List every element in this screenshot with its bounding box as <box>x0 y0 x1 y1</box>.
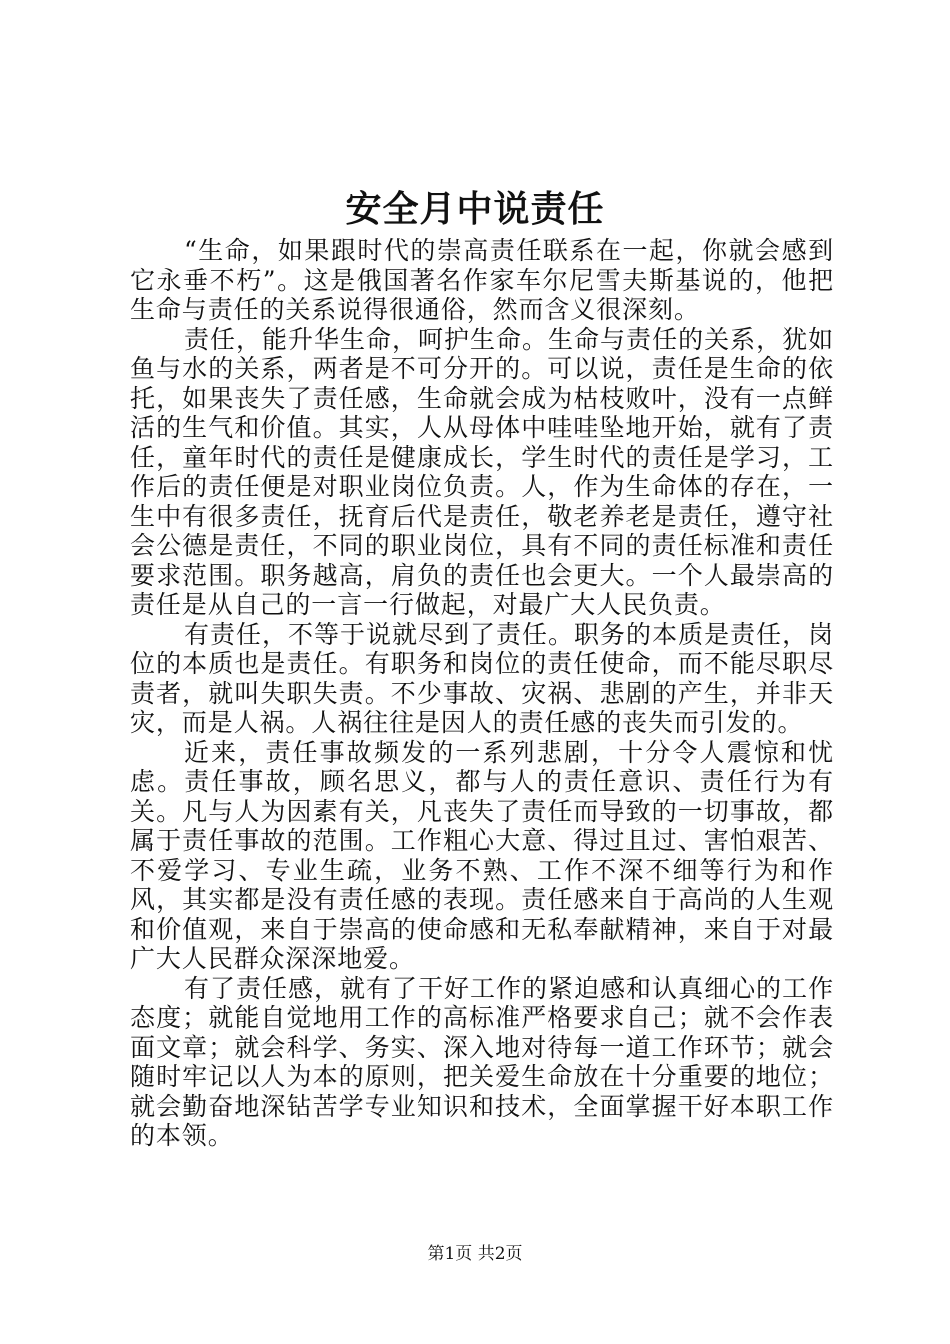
document-body <box>130 236 834 1151</box>
paragraph: 有了责任感，就有了干好工作的紧迫感和认真细心的工作态度；就能自觉地用工作的高标准严格要求自己；就不会作表面文章；就会科学、务实、深入地对待每一道工作环节；就会随时牢记以人为本的原则，把关爱生命放在十分重要的地位；就会勤奋地深钻苦学专业知识和技术，全面掌握干好本职工作的本领。 <box>130 973 834 1150</box>
paragraph: “生命，如果跟时代的崇高责任联系在一起，你就会感到它永垂不朽”。这是俄国著名作家车尔尼雪夫斯基说的，他把生命与责任的关系说得很通俗，然而含义很深刻。 <box>130 236 834 324</box>
document-title: 安全月中说责任 <box>345 188 605 230</box>
paragraph: 责任，能升华生命，呵护生命。生命与责任的关系，犹如鱼与水的关系，两者是不可分开的。可以说，责任是生命的依托，如果丧失了责任感，生命就会成为枯枝败叶，没有一点鲜活的生气和价值。其实，人从母体中哇哇坠地开始，就有了责任，童年时代的责任是健康成长，学生时代的责任是学习，工作后的责任便是对职业岗位负责。人，作为生命体的存在，一生中有很多责任，抚育后代是责任，敬老养老是责任，遵守社会公德是责任，不同的职业岗位，具有不同的责任标准和责任要求范围。职务越高，肩负的责任也会更大。一个人最崇高的责任是从自己的一言一行做起，对最广大人民负责。 <box>130 324 834 619</box>
paragraph: 近来，责任事故频发的一系列悲剧，十分令人震惊和忧虑。责任事故，顾名思义，都与人的责任意识、责任行为有关。凡与人为因素有关，凡丧失了责任而导致的一切事故，都属于责任事故的范围。工作粗心大意、得过且过、害怕艰苦、不爱学习、专业生疏，业务不熟、工作不深不细等行为和作风，其实都是没有责任感的表现。责任感来自于高尚的人生观和价值观，来自于崇高的使命感和无私奉献精神，来自于对最广大人民群众深深地爱。 <box>130 737 834 973</box>
page-number-footer: 第1页 共2页 <box>427 1244 523 1264</box>
paragraph: 有责任，不等于说就尽到了责任。职务的本质是责任，岗位的本质也是责任。有职务和岗位的责任使命，而不能尽职尽责者，就叫失职失责。不少事故、灾祸、悲剧的产生，并非天灾，而是人祸。人祸往往是因人的责任感的丧失而引发的。 <box>130 619 834 737</box>
